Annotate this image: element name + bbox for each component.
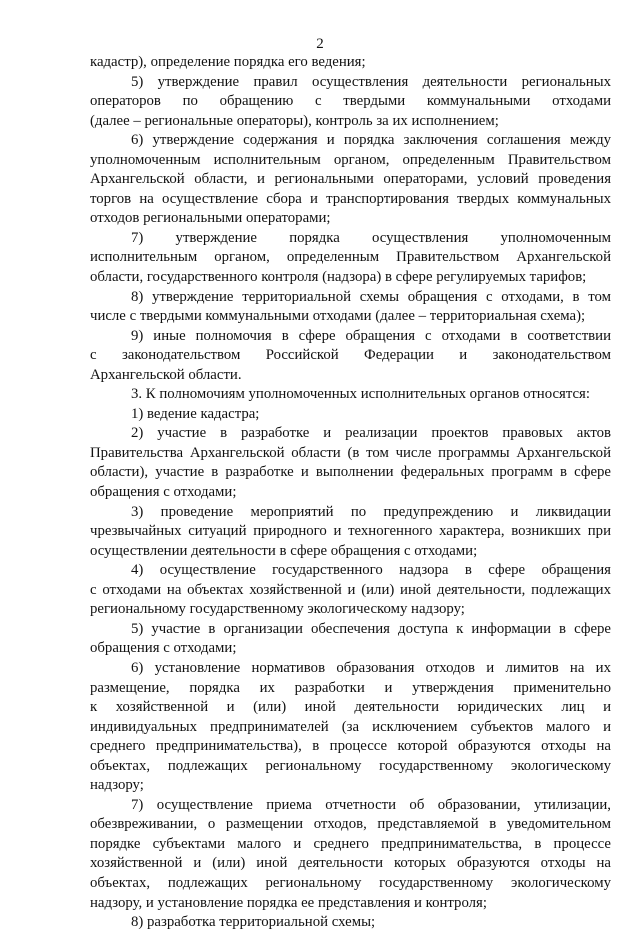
text-line: отходов региональными операторами; [90, 210, 331, 227]
text-line: Архангельской области. [90, 366, 242, 383]
text-line: индивидуальных предпринимателей (за исключением субъектов малого и [90, 718, 611, 735]
text-line: (далее – региональные операторы), контроль за их исполнением; [90, 112, 499, 129]
text-line: чрезвычайных ситуаций природного и техногенного характера, возникших при [90, 523, 611, 540]
text-line: объектах, подлежащих региональному государственному экологическому [90, 874, 611, 891]
text-line: 5) утверждение правил осуществления деятельности региональных [131, 73, 611, 90]
text-line: порядке субъектами малого и среднего предпринимательства, в процессе [90, 835, 611, 852]
text-line: 8) разработка территориальной схемы; [131, 914, 376, 931]
text-line: 2) участие в разработке и реализации проектов правовых актов [131, 425, 611, 442]
text-line: обращения с отходами; [90, 484, 237, 501]
text-line: операторов по обращению с твердыми коммунальными отходами [90, 93, 611, 110]
text-line: 7) утверждение порядка осуществления уполномоченным [131, 229, 611, 246]
text-line: 3) проведение мероприятий по предупреждению и ликвидации [131, 503, 611, 520]
text-line: надзору, и установление порядка ее представления и контроля; [90, 894, 487, 911]
text-line: области), участие в разработке и выполнении федеральных программ в сфере [90, 464, 611, 481]
text-line: обезвреживании, о размещении отходов, представляемой в уведомительном [90, 816, 611, 833]
text-line: 4) осуществление государственного надзора в сфере обращения [131, 562, 611, 579]
text-line: исполнительным органом, определенным Правительством Архангельской [90, 249, 611, 266]
text-line: Архангельской области, и региональными операторами, условий проведения [90, 171, 611, 188]
text-line: 3. К полномочиям уполномоченных исполнительных органов относятся: [131, 386, 590, 403]
text-line: среднего предпринимательства), в процессе которой образуются отходы на [90, 738, 611, 755]
text-line: Правительства Архангельской области (в том числе программы Архангельской [90, 444, 611, 461]
text-line: 6) установление нормативов образования отходов и лимитов на их [131, 659, 611, 676]
document-body [90, 53, 611, 933]
text-line: размещение, порядка их разработки и утверждения применительно [90, 679, 611, 696]
text-line: к хозяйственной и (или) иной деятельности юридических лиц и [90, 699, 611, 716]
text-line: региональному государственному экологическому надзору; [90, 601, 465, 618]
text-line: 8) утверждение территориальной схемы обращения с отходами, в том [131, 288, 611, 305]
text-line: 6) утверждение содержания и порядка заключения соглашения между [131, 132, 611, 149]
text-line: объектах, подлежащих региональному государственному экологическому [90, 757, 611, 774]
text-line: кадастр), определение порядка его ведения; [90, 54, 366, 70]
text-line: 5) участие в организации обеспечения доступа к информации в сфере [131, 620, 611, 637]
text-line: с законодательством Российской Федерации и законодательством [90, 347, 611, 364]
text-line: числе с твердыми коммунальными отходами (далее – территориальная схема); [90, 308, 586, 325]
text-line: 1) ведение кадастра; [131, 405, 260, 422]
text-line: с отходами на объектах хозяйственной и (или) иной деятельности, подлежащих [90, 581, 611, 598]
text-line: надзору; [90, 777, 144, 794]
text-line: осуществлении деятельности в сфере обращения с отходами; [90, 542, 478, 559]
text-line: уполномоченным исполнительным органом, определенным Правительством [90, 151, 611, 168]
text-line: 9) иные полномочия в сфере обращения с отходами в соответствии [131, 327, 611, 344]
text-line: хозяйственной и (или) иной деятельности которых образуются отходы на [90, 855, 611, 872]
text-line: 7) осуществление приема отчетности об образовании, утилизации, [131, 796, 611, 813]
text-line: торгов на осуществление сбора и транспортирования твердых коммунальных [90, 190, 611, 207]
text-line: обращения с отходами; [90, 640, 237, 657]
page-number: 2 [316, 36, 324, 52]
text-line: области, государственного контроля (надзора) в сфере регулируемых тарифов; [90, 269, 587, 286]
